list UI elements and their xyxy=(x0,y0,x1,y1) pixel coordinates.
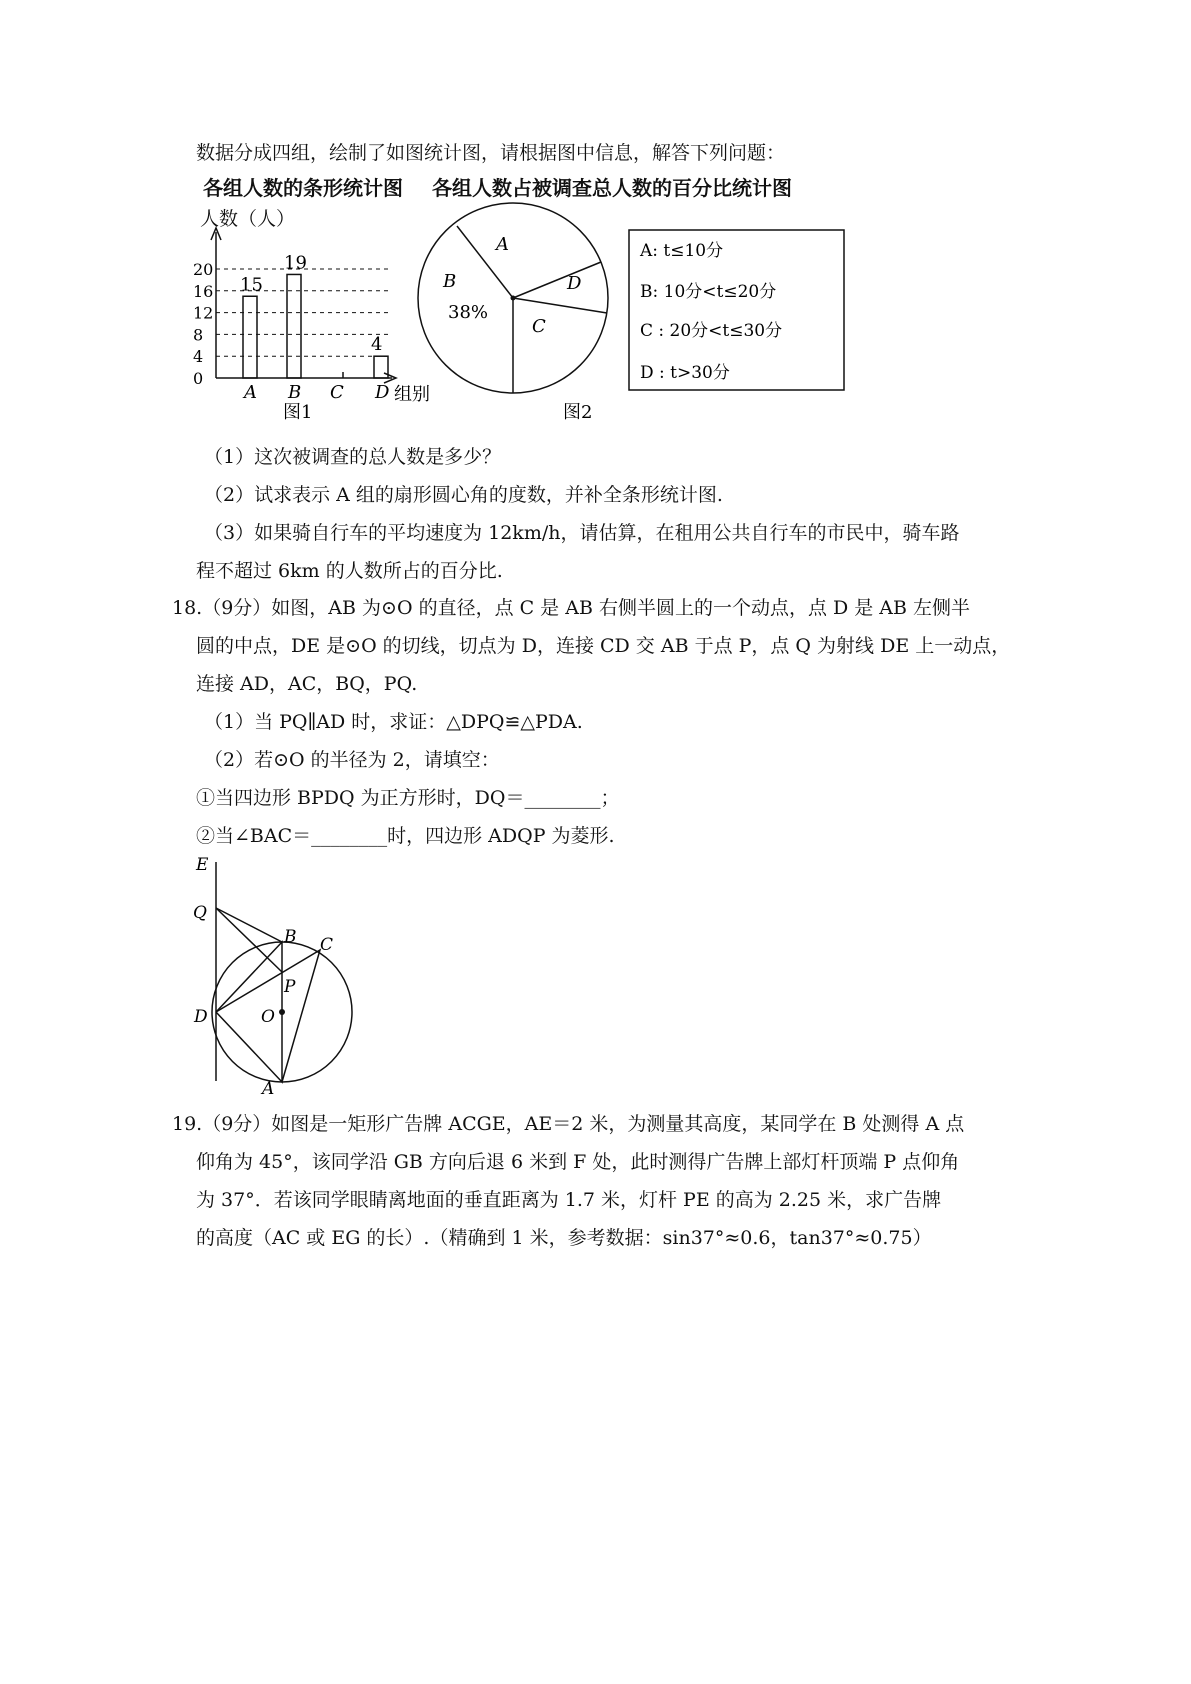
y-tick-label: 0 xyxy=(193,369,204,388)
x-tick-label: B xyxy=(288,382,302,403)
pie-pct-b: 38% xyxy=(448,302,489,323)
pt-E: E xyxy=(196,855,209,875)
y-tick-label: 12 xyxy=(193,303,214,323)
q18-part1: （1）当 PQ∥AD 时，求证：△DPQ≌△PDA. xyxy=(204,711,583,733)
q18-line1: 18.（9分）如图，AB 为⊙O 的直径，点 C 是 AB 右侧半圆上的一个动点，点 D 是 AB 左侧半 xyxy=(172,597,971,619)
line-QB xyxy=(216,908,282,942)
bar xyxy=(287,274,301,378)
bar-value-label: 19 xyxy=(284,252,307,274)
bar xyxy=(374,356,388,378)
q18-line3: 连接 AD，AC，BQ，PQ. xyxy=(196,673,418,695)
x-tick-label: D xyxy=(375,382,390,403)
pie-label-d: D xyxy=(567,273,582,294)
legend-a: A: t≤10分 xyxy=(640,241,724,261)
y-tick-label: 8 xyxy=(193,325,204,345)
bar xyxy=(243,296,257,378)
legend-c: C : 20分<t≤30分 xyxy=(640,321,783,341)
pie-center xyxy=(511,296,516,301)
center-O xyxy=(279,1009,285,1015)
q19-line1: 19.（9分）如图是一矩形广告牌 ACGE，AE＝2 米，为测量其高度，某同学在 B 处测得 A 点 xyxy=(172,1113,965,1135)
pt-C: C xyxy=(320,935,334,955)
q18-fill1: ①当四边形 BPDQ 为正方形时，DQ＝________； xyxy=(196,787,620,809)
pt-Q: Q xyxy=(193,903,207,923)
q18-fill2: ②当∠BAC＝________时，四边形 ADQP 为菱形. xyxy=(196,825,615,847)
y-tick-label: 16 xyxy=(193,281,214,301)
line-QP xyxy=(216,908,282,972)
y-axis-label: 人数（人） xyxy=(200,208,296,230)
legend-d: D : t>30分 xyxy=(640,363,730,383)
pt-A: A xyxy=(262,1079,275,1099)
y-tick-label: 4 xyxy=(193,347,204,367)
pie-label-a: A xyxy=(496,234,509,255)
x-tick-label: A xyxy=(244,382,257,403)
pt-B: B xyxy=(284,927,297,947)
q18-line2: 圆的中点，DE 是⊙O 的切线，切点为 D，连接 CD 交 AB 于点 P，点 Q 为射线 DE 上一动点， xyxy=(196,635,1011,657)
pt-O: O xyxy=(261,1007,275,1027)
q17-part3: （3）如果骑自行车的平均速度为 12km/h，请估算，在租用公共自行车的市民中，骑车路 xyxy=(204,522,960,544)
q19-line4: 的高度（AC 或 EG 的长）.（精确到 1 米，参考数据：sin37°≈0.6，tan37°≈0.75） xyxy=(196,1227,932,1249)
q19-line2: 仰角为 45°，该同学沿 GB 方向后退 6 米到 F 处，此时测得广告牌上部灯杆顶端 P 点仰角 xyxy=(196,1151,960,1173)
pie-chart-title: 各组人数占被调查总人数的百分比统计图 xyxy=(432,176,792,200)
y-tick-label: 20 xyxy=(193,260,214,279)
legend-b: B: 10分<t≤20分 xyxy=(640,282,777,302)
q17-part3-cont: 程不超过 6km 的人数所占的百分比. xyxy=(196,560,503,582)
q19-line3: 为 37°．若该同学眼睛离地面的垂直距离为 1.7 米，灯杆 PE 的高为 2.25 米，求广告牌 xyxy=(196,1189,942,1211)
fig2-caption: 图2 xyxy=(563,402,593,423)
pie-divider xyxy=(513,298,607,313)
x-tick-label: C xyxy=(330,382,344,403)
bar-value-label: 4 xyxy=(371,334,383,356)
pt-P: P xyxy=(284,977,296,997)
pie-divider xyxy=(513,262,601,298)
pie-label-b: B xyxy=(443,271,457,292)
pt-D: D xyxy=(194,1007,208,1027)
q18-part2: （2）若⊙O 的半径为 2，请填空： xyxy=(204,749,500,771)
pie-label-c: C xyxy=(532,316,546,337)
q17-part2: （2）试求表示 A 组的扇形圆心角的度数，并补全条形统计图. xyxy=(204,484,723,506)
intro-text: 数据分成四组，绘制了如图统计图，请根据图中信息，解答下列问题： xyxy=(196,142,786,164)
q17-part1: （1）这次被调查的总人数是多少？ xyxy=(204,446,502,468)
bar-value-label: 15 xyxy=(240,274,263,296)
bar-chart-title: 各组人数的条形统计图 xyxy=(203,176,403,200)
fig1-caption: 图1 xyxy=(283,402,313,423)
x-axis-label: 组别 xyxy=(394,384,430,405)
